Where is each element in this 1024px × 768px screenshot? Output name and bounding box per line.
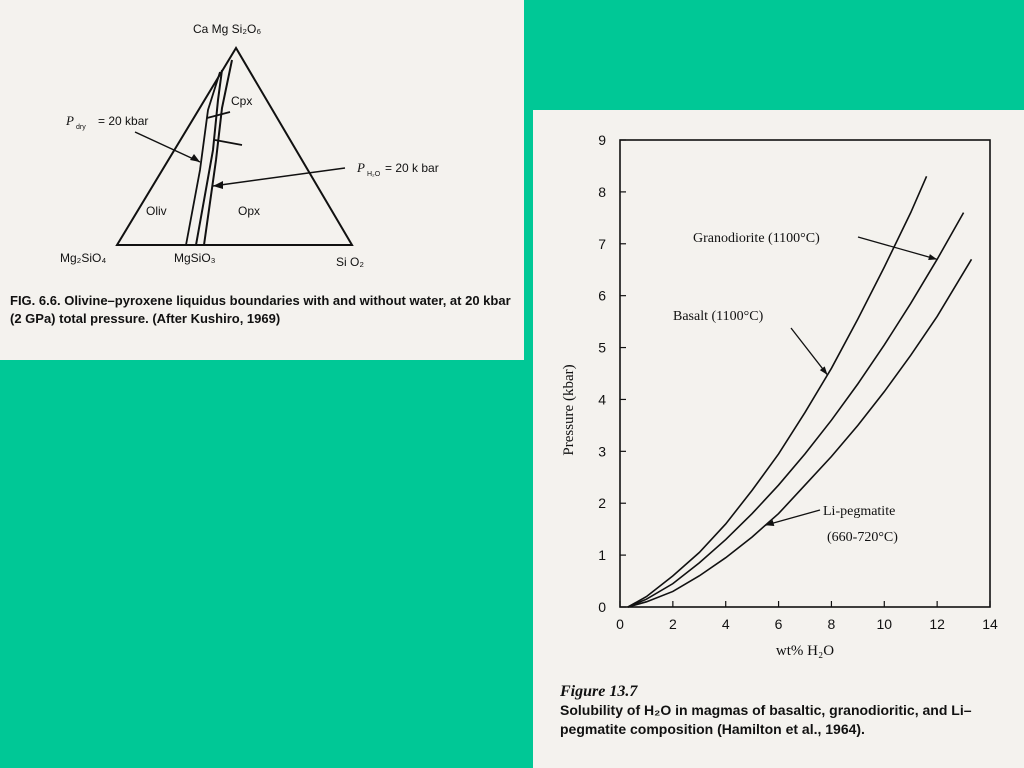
x-tick-label: 14 <box>982 616 998 632</box>
field-label-oliv: Oliv <box>146 204 167 218</box>
y-axis-ticks <box>598 132 626 615</box>
y-tick-label: 3 <box>598 443 606 460</box>
y-tick-label: 4 <box>598 391 606 408</box>
figure-6-6-caption <box>10 292 515 328</box>
x-tick-label: 10 <box>876 616 893 632</box>
p-dry-arrow <box>135 132 200 162</box>
annotation-arrowhead-0 <box>928 254 937 260</box>
x-tick-label: 4 <box>721 616 730 632</box>
y-tick-label: 2 <box>598 495 606 512</box>
p-h2o-arrow <box>213 168 345 186</box>
x-tick-label: 2 <box>668 616 677 632</box>
annotation-label-1: Basalt (1100°C) <box>673 309 764 324</box>
cpx-boundary-line-1 <box>207 112 230 118</box>
figure-13-7-caption <box>560 682 1020 739</box>
figure-13-7-panel <box>533 110 1024 768</box>
plot-frame <box>620 140 990 607</box>
cpx-boundary-line-2 <box>215 140 242 145</box>
annotation-label-0: Granodiorite (1100°C) <box>693 231 820 246</box>
p-h2o-symbol: P <box>357 160 365 175</box>
p-h2o-arrowhead <box>213 181 223 189</box>
x-axis-ticks <box>616 601 998 632</box>
vertex-top-label: Ca Mg Si₂O₆ <box>193 22 262 36</box>
y-tick-label: 9 <box>598 132 606 148</box>
y-tick-label: 5 <box>598 339 606 356</box>
p-dry-arrowhead <box>190 154 200 162</box>
wet-boundary-line <box>204 60 232 245</box>
x-tick-label: 6 <box>774 616 783 632</box>
vertex-bottom-left-label: Mg₂SiO₄ <box>60 251 107 265</box>
figure-13-7-caption-text: Solubility of H₂O in magmas of basaltic, granodioritic, and Li–pegmatite composition (Hamilton et al., 1964). <box>560 702 972 737</box>
annotation-label-2: Li-pegmatite <box>823 504 896 519</box>
annotation-group <box>673 231 937 545</box>
figure-13-7-label: Figure 13.7 <box>560 683 638 700</box>
p-dry-value: = 20 kbar <box>98 114 149 128</box>
series-line-1 <box>628 213 964 607</box>
y-tick-label: 7 <box>598 235 606 252</box>
p-dry-subscript: dry <box>76 124 86 131</box>
y-tick-label: 8 <box>598 183 606 200</box>
vertex-bottom-right-label: Si O₂ <box>336 255 364 269</box>
solubility-chart <box>533 110 1024 670</box>
y-tick-label: 1 <box>598 547 606 564</box>
field-label-cpx: Cpx <box>231 94 253 108</box>
x-tick-label: 8 <box>827 616 836 632</box>
vertex-bottom-mid-label: MgSiO₃ <box>174 251 216 265</box>
annotation-arrow-1 <box>791 328 827 375</box>
x-tick-label: 0 <box>616 616 624 632</box>
p-h2o-subscript: H₂O <box>367 171 381 178</box>
y-axis-label: Pressure (kbar) <box>561 364 577 456</box>
dry-boundary-line <box>196 70 222 245</box>
p-h2o-value: = 20 k bar <box>385 161 439 175</box>
p-dry-symbol: P <box>66 113 74 128</box>
ternary-diagram <box>0 0 524 292</box>
y-tick-label: 6 <box>598 287 606 304</box>
figure-6-6-caption-label: FIG. 6.6. <box>10 293 61 308</box>
y-tick-label: 0 <box>598 599 606 615</box>
x-axis-label: wt% H₂O <box>775 643 835 659</box>
field-label-opx: Opx <box>238 204 261 218</box>
x-tick-label: 12 <box>929 616 945 632</box>
annotation-sublabel-2: (660-720°C) <box>827 530 898 545</box>
figure-6-6-panel <box>0 0 524 360</box>
figure-6-6-caption-text: Olivine–pyroxene liquidus boundaries with and without water, at 20 kbar (2 GPa) total pressure. (After Kushiro, 1969) <box>10 293 511 326</box>
